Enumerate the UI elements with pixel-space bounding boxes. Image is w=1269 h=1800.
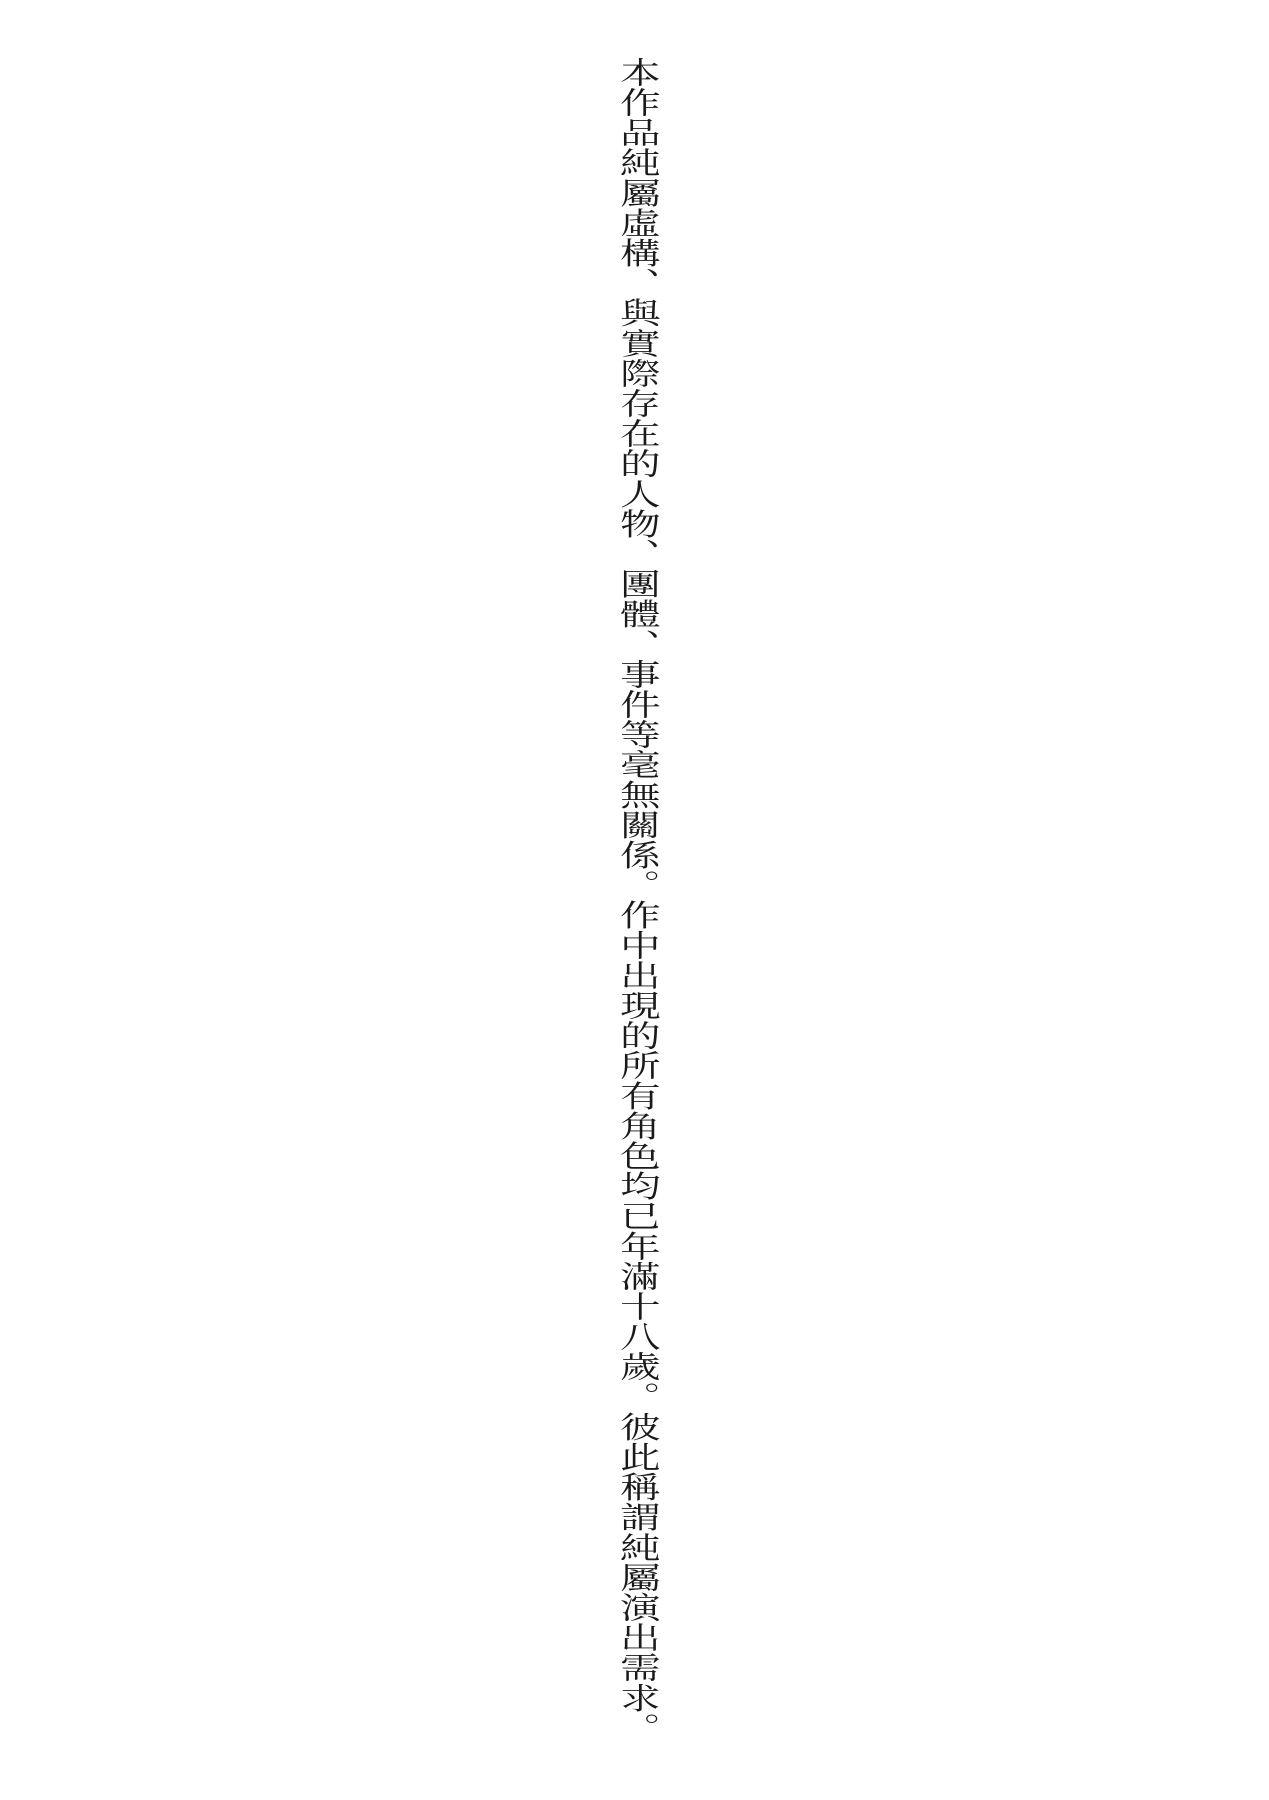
disclaimer-text: 本作品純屬虛構、與實際存在的人物、團體、事件等毫無關係。作中出現的所有角色均已年滿十八歲。彼此稱謂純屬演出需求。	[612, 57, 658, 1743]
